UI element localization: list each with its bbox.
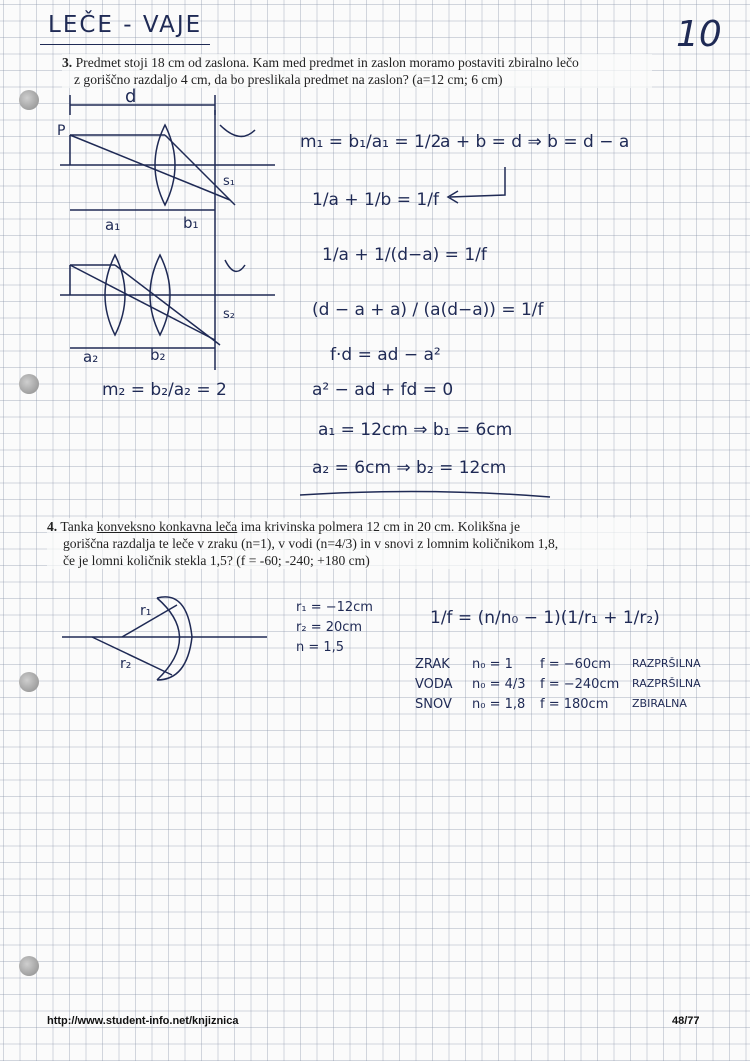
- page-mark: 10: [676, 14, 722, 55]
- page-title: LEČE - VAJE: [48, 12, 203, 38]
- problem-4-line-3: če je lomni količnik stekla 1,5? (f = -60; -240; +180 cm): [63, 553, 370, 568]
- label-r1: r₁: [140, 603, 152, 619]
- punch-hole-bottom: [19, 956, 39, 976]
- given-r1: r₁ = −12cm: [296, 600, 373, 615]
- solution-3-line-8: a₂ = 6cm ⇒ b₂ = 12cm: [312, 458, 507, 478]
- label-b2: b₂: [150, 346, 166, 364]
- problem-4-line-2: goriščna razdalja te leče v zraku (n=1), v vodi (n=4/3) in v snovi z lomnim količnikom 1,8,: [63, 536, 559, 551]
- title-underline: [40, 44, 210, 45]
- solution-3-line-2: 1/a + 1/b = 1/f: [312, 190, 439, 210]
- row-snov-medium: SNOV: [415, 697, 452, 712]
- solution-3-line-3: 1/a + 1/(d−a) = 1/f: [322, 245, 487, 265]
- row-zrak-n0: n₀ = 1: [472, 657, 513, 672]
- punch-hole-top: [19, 90, 39, 110]
- label-a2: a₂: [83, 348, 99, 366]
- problem-4-line-1-rest: ima krivinska polmera 12 cm in 20 cm. Kolikšna je: [237, 519, 520, 534]
- row-snov-f: f = 180cm: [540, 697, 609, 712]
- row-voda-type: RAZPRŠILNA: [632, 677, 701, 690]
- row-zrak-medium: ZRAK: [415, 657, 450, 672]
- punch-hole-upper-mid: [19, 374, 39, 394]
- problem-3-line-1: Predmet stoji 18 cm od zaslona. Kam med predmet in zaslon moramo postaviti zbiralno lečo: [75, 55, 579, 70]
- punch-hole-lower-mid: [19, 672, 39, 692]
- lens-diagram-3: [55, 86, 295, 420]
- solution-3-line-1: a + b = d ⇒ b = d − a: [440, 132, 630, 152]
- problem-4-text: [47, 518, 647, 569]
- row-voda-f: f = −240cm: [540, 677, 620, 692]
- row-voda-n0: n₀ = 4/3: [472, 677, 526, 692]
- lens-diagram-4: [62, 580, 272, 690]
- problem-4-underlined: konveksno konkavna leča: [96, 519, 238, 534]
- solution-3-line-7: a₁ = 12cm ⇒ b₁ = 6cm: [318, 420, 513, 440]
- row-zrak-f: f = −60cm: [540, 657, 611, 672]
- magnification-m2: m₂ = b₂/a₂ = 2: [102, 380, 227, 400]
- row-snov-type: ZBIRALNA: [632, 697, 687, 710]
- solution-3-line-6: a² − ad + fd = 0: [312, 380, 454, 400]
- underline-stroke: [295, 485, 555, 505]
- label-b1: b₁: [183, 214, 199, 232]
- problem-3-line-2: z goriščno razdaljo 4 cm, da bo preslikala predmet na zaslon? (a=12 cm; 6 cm): [74, 72, 503, 87]
- given-n: n = 1,5: [296, 640, 345, 655]
- problem-4-pre: Tanka: [60, 519, 97, 534]
- solution-3-line-5: f·d = ad − a²: [330, 345, 441, 365]
- lensmaker-formula: 1/f = (n/n₀ − 1)(1/r₁ + 1/r₂): [430, 608, 660, 628]
- footer-url: http://www.student-info.net/knjiznica: [47, 1015, 239, 1027]
- label-a1: a₁: [105, 216, 121, 234]
- label-s2: s₂: [223, 307, 235, 322]
- solution-3-line-4: (d − a + a) / (a(d−a)) = 1/f: [312, 300, 544, 320]
- label-r2: r₂: [120, 656, 132, 672]
- label-s1: s₁: [223, 174, 235, 189]
- given-r2: r₂ = 20cm: [296, 620, 363, 635]
- problem-4-number: 4.: [47, 519, 58, 534]
- row-voda-medium: VODA: [415, 677, 453, 692]
- problem-3-text: [62, 54, 652, 88]
- label-d: d: [125, 86, 137, 107]
- arrow-to-lens-equation: [440, 165, 510, 205]
- row-snov-n0: n₀ = 1,8: [472, 697, 526, 712]
- magnification-m1: m₁ = b₁/a₁ = 1/2: [300, 132, 442, 152]
- row-zrak-type: RAZPRŠILNA: [632, 657, 701, 670]
- problem-3-number: 3.: [62, 55, 73, 70]
- label-P: P: [57, 123, 66, 139]
- footer-page-number: 48/77: [672, 1015, 700, 1027]
